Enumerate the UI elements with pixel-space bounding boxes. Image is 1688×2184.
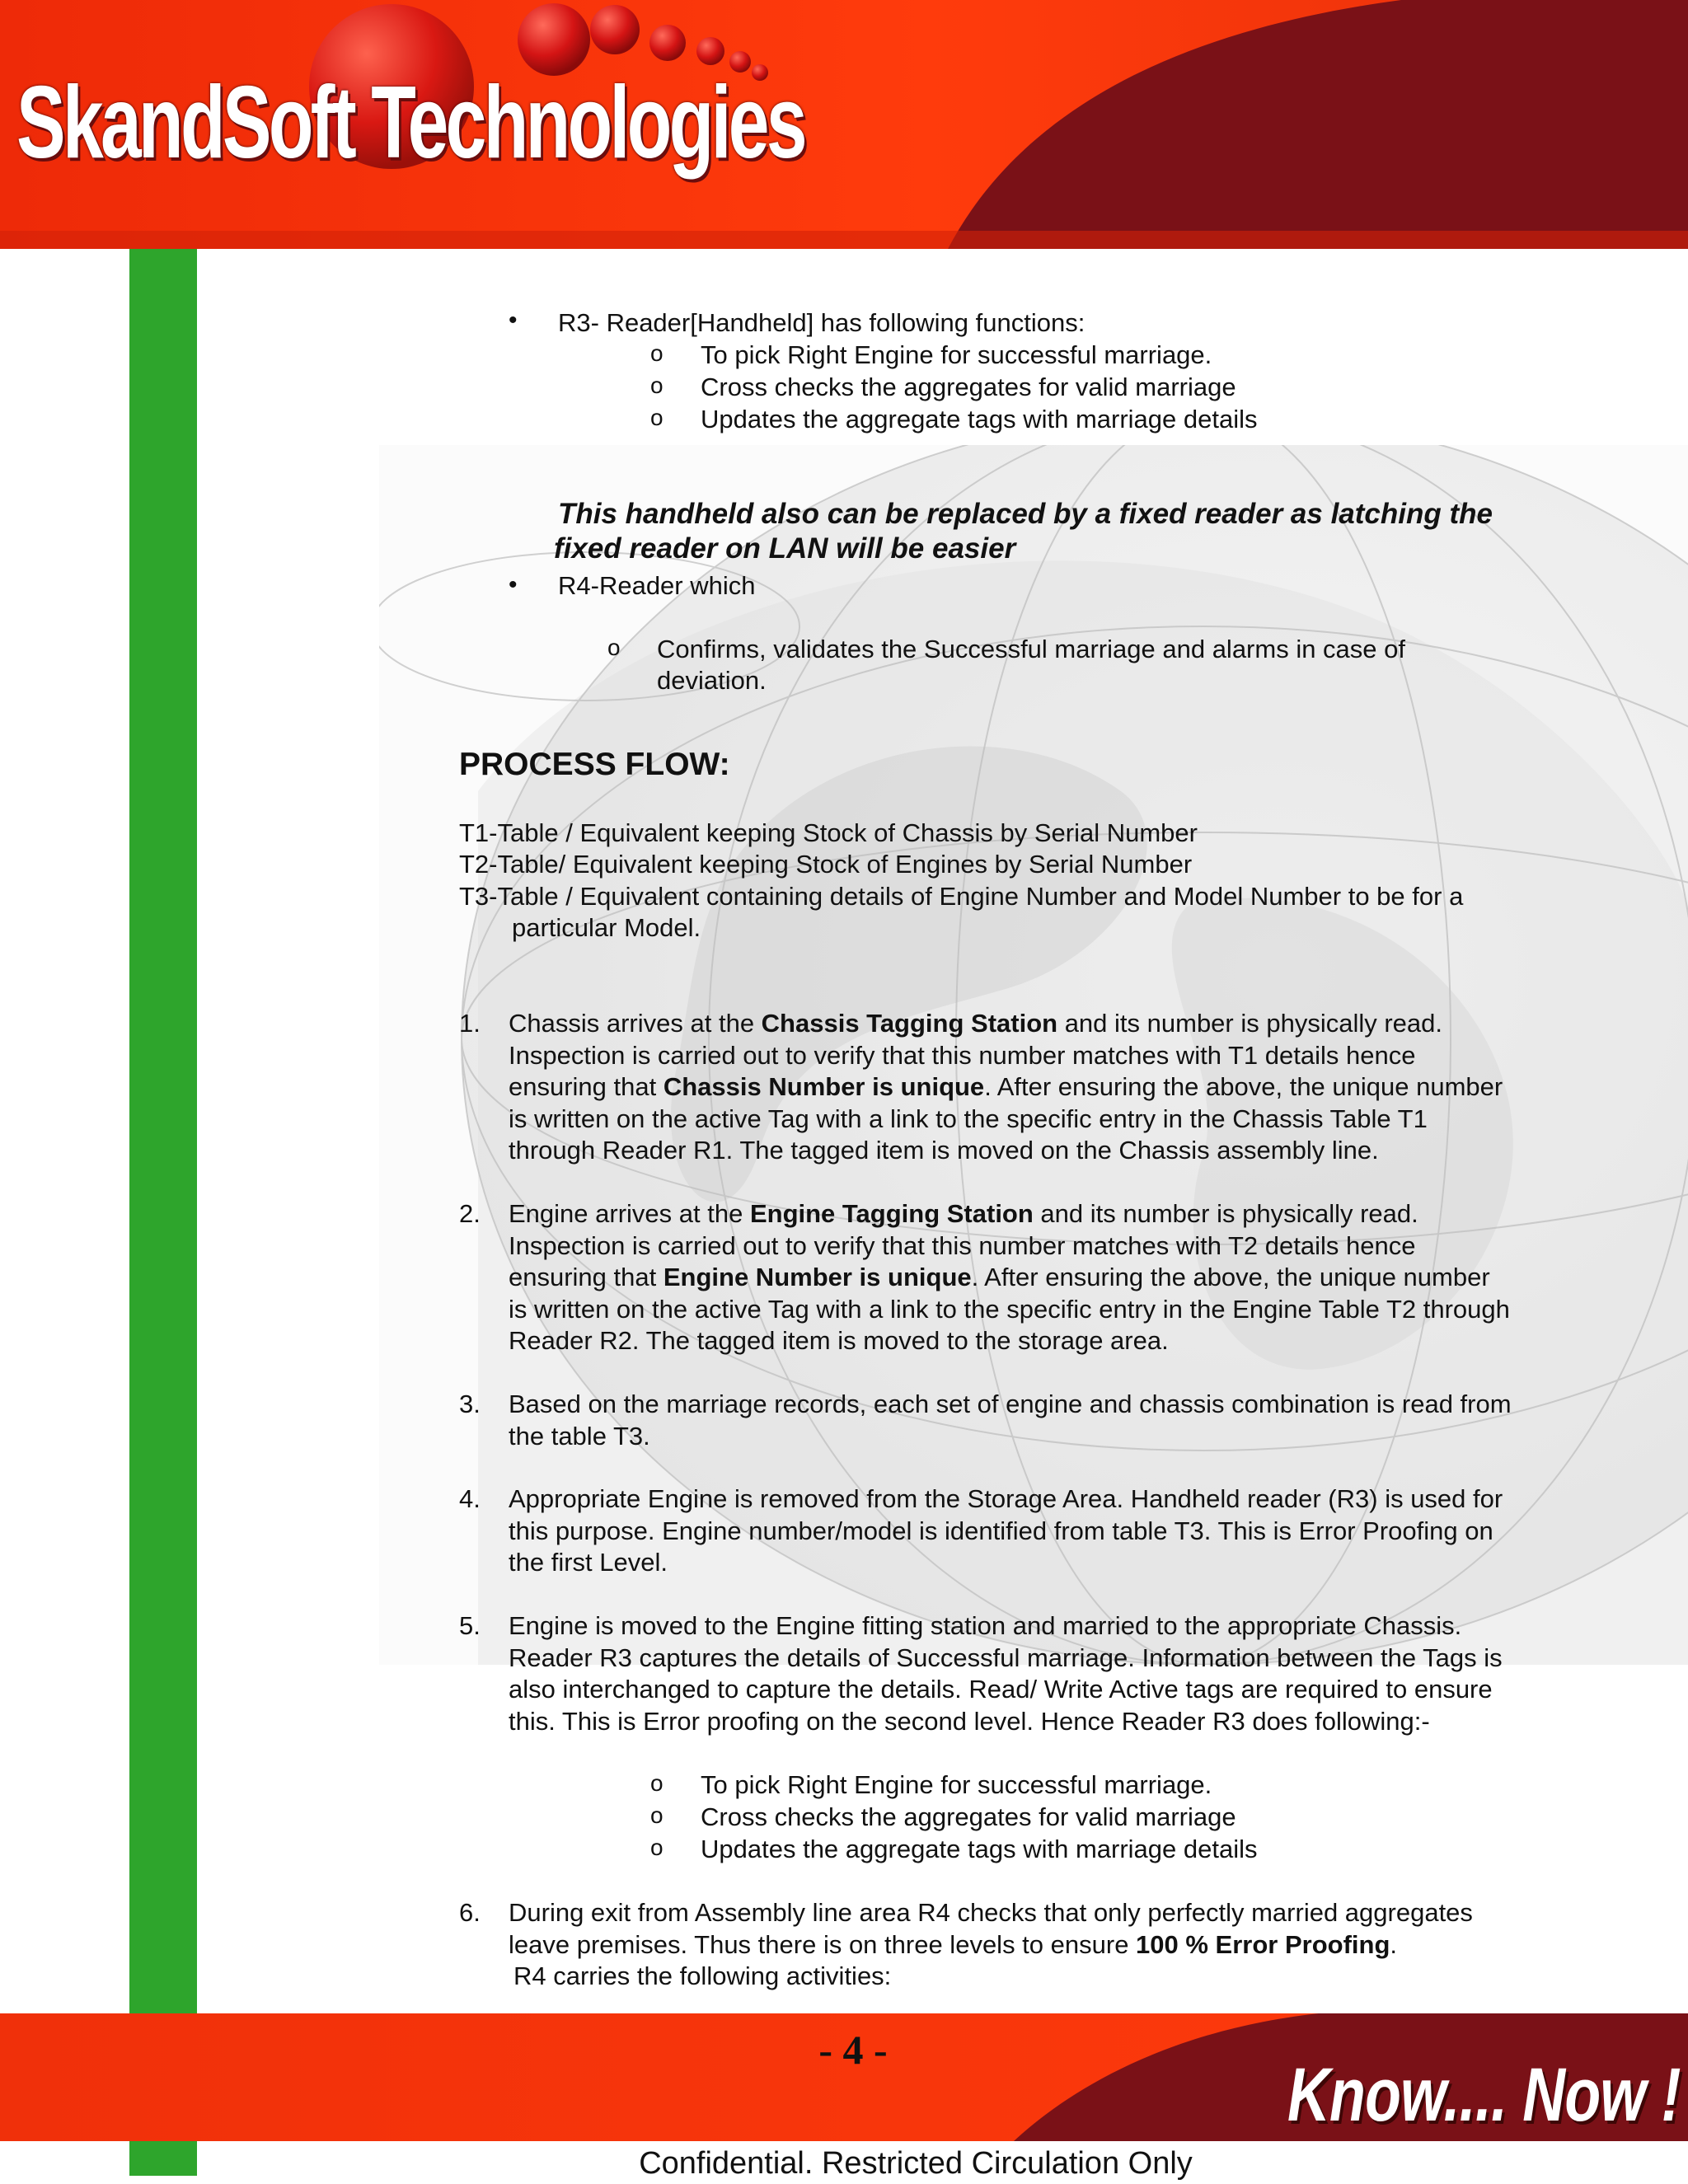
step-3-line: Based on the marriage records, each set of engine and chassis combination is read from [509,1390,1512,1418]
step-2-line: ensuring that Engine Number is unique. After ensuring the above, the unique number [509,1263,1490,1291]
table-definition-cont: particular Model. [512,913,701,942]
table-definition: T2-Table/ Equivalent keeping Stock of Engines by Serial Number [459,850,1193,879]
page-number: - 4 - [818,2027,888,2073]
step-2-line: is written on the active Tag with a link to the specific entry in the Engine Table T2 through [509,1295,1510,1324]
r3-bullet-text: R3- Reader[Handheld] has following functions: [558,308,1085,337]
step-5-line: this. This is Error proofing on the second level. Hence Reader R3 does following:- [509,1707,1430,1736]
bold-term: Chassis Number is unique [663,1072,985,1101]
step-6-line: During exit from Assembly line area R4 checks that only perfectly married aggregates [509,1898,1473,1927]
step-number: 5. [459,1611,481,1640]
sub-bullet-circle: o [650,1802,663,1828]
step-6-line: leave premises. Thus there is on three levels to ensure 100 % Error Proofing. [509,1930,1398,1959]
bullet-dot: • [509,307,518,334]
r4-subitem-line2: deviation. [657,666,767,695]
r4-bullet-text: R4-Reader which [558,571,756,600]
bold-term: Chassis Tagging Station [761,1009,1058,1038]
step-5-line: also interchanged to capture the details. Read/ Write Active tags are required to ensure [509,1675,1493,1704]
step-4-line: Appropriate Engine is removed from the Storage Area. Handheld reader (R3) is used for [509,1484,1503,1513]
step-2-line: Inspection is carried out to verify that this number matches with T2 details hence [509,1231,1416,1260]
step-6-line: R4 carries the following activities: [513,1961,892,1990]
bold-term: Engine Number is unique [663,1263,972,1291]
step-1-line: is written on the active Tag with a link to the specific entry in the Chassis Table T1 [509,1104,1428,1133]
step-number: 2. [459,1199,481,1228]
sub-bullet-circle: o [650,1770,663,1796]
step-5-subitem: Cross checks the aggregates for valid marriage [701,1802,1236,1831]
slogan: Know.... Now ! [1287,2053,1681,2137]
step-1-line: Chassis arrives at the Chassis Tagging Station and its number is physically read. [509,1009,1443,1038]
sub-bullet-circle: o [650,340,663,366]
sub-bullet-circle: o [650,405,663,430]
step-number: 6. [459,1898,481,1927]
brand-name: SkandSoft Technologies [16,66,804,180]
table-definition: T3-Table / Equivalent containing details of Engine Number and Model Number to be for a [459,882,1464,911]
italic-note-line2: fixed reader on LAN will be easier [554,532,1016,565]
sub-bullet-circle: o [607,635,621,660]
r4-subitem-line1: Confirms, validates the Successful marriage and alarms in case of [657,635,1406,663]
step-5-subitem: To pick Right Engine for successful marriage. [701,1770,1212,1799]
step-3-line: the table T3. [509,1422,650,1451]
step-number: 3. [459,1390,481,1418]
italic-note-line1: This handheld also can be replaced by a fixed reader as latching the [558,498,1493,530]
confidential-notice: Confidential. Restricted Circulation Only [639,2146,1193,2181]
step-2-line: Engine arrives at the Engine Tagging Station and its number is physically read. [509,1199,1418,1228]
sub-bullet-circle: o [650,373,663,398]
step-4-line: this purpose. Engine number/model is identified from table T3. This is Error Proofing on [509,1516,1493,1545]
step-2-line: Reader R2. The tagged item is moved to the storage area. [509,1326,1169,1355]
step-5-line: Reader R3 captures the details of Successful marriage. Information between the Tags is [509,1643,1503,1672]
step-1-line: ensuring that Chassis Number is unique. After ensuring the above, the unique number [509,1072,1503,1101]
bold-term: Engine Tagging Station [749,1199,1034,1228]
step-number: 1. [459,1009,481,1038]
step-1-line: through Reader R1. The tagged item is moved on the Chassis assembly line. [509,1136,1379,1165]
step-4-line: the first Level. [509,1548,668,1577]
green-margin-bar [129,249,197,2176]
step-5-subitem: Updates the aggregate tags with marriage details [701,1835,1258,1863]
table-definition: T1-Table / Equivalent keeping Stock of Chassis by Serial Number [459,818,1198,847]
step-number: 4. [459,1484,481,1513]
r3-subitem: To pick Right Engine for successful marriage. [701,340,1212,369]
sub-bullet-circle: o [650,1835,663,1860]
bold-term: 100 % Error Proofing [1136,1930,1390,1959]
process-flow-heading: PROCESS FLOW: [459,747,730,782]
header-banner [0,0,1688,249]
r3-subitem: Cross checks the aggregates for valid marriage [701,373,1236,401]
step-5-line: Engine is moved to the Engine fitting station and married to the appropriate Chassis. [509,1611,1462,1640]
bullet-dot: • [509,571,518,598]
r3-subitem: Updates the aggregate tags with marriage details [701,405,1258,434]
step-1-line: Inspection is carried out to verify that this number matches with T1 details hence [509,1041,1416,1070]
